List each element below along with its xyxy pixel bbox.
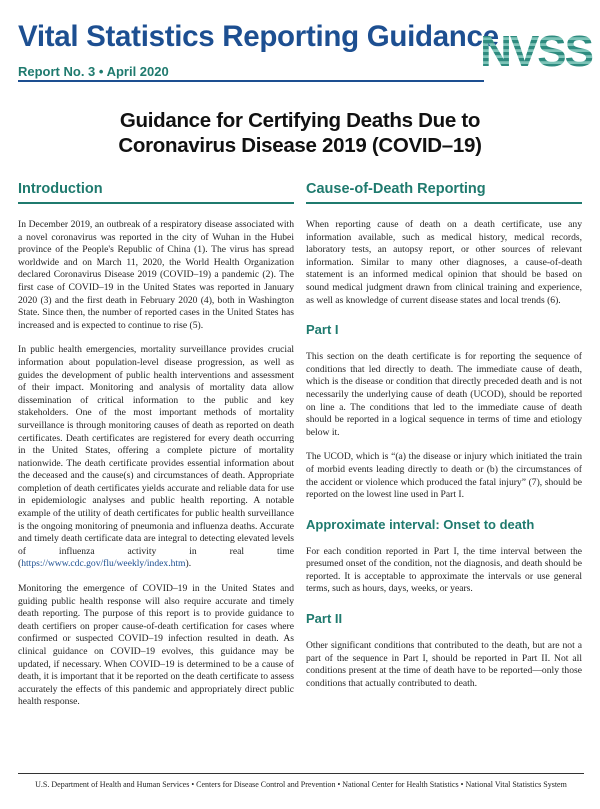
part-1-paragraph-2: The UCOD, which is “(a) the disease or injury which initiated the train of morbid events leading directly to death or (b) the circumstances of the accident or violence which produced the fatal injury” (7), should be reported on the lowest line used in Part I. <box>306 451 582 501</box>
report-title-line-1: Guidance for Certifying Deaths Due to <box>119 109 481 132</box>
right-column <box>306 178 582 690</box>
nvss-logo-text: NVSS <box>480 27 592 76</box>
left-column <box>18 178 294 709</box>
intro-paragraph-2-end: ). <box>185 558 192 570</box>
part-1-heading: Part I <box>306 322 339 338</box>
cause-of-death-heading: Cause-of-Death Reporting <box>306 178 582 204</box>
header-rule <box>18 80 484 82</box>
intro-paragraph-3: Monitoring the emergence of COVID–19 in the United States and guiding public health response will also require accurate and timely death reporting. The purpose of this report is to provide guidance to death certifiers on proper cause-of-death certification for cases where confirmed or suspected COVID–19 infection resulted in death. As clinical guidance on COVID–19 evolves, this guidance may be updated, if necessary. When COVID–19 is determined to be a cause of death, it is important that it be reported on the death certificate to assess accurately the effects of this pandemic and appropriately direct public health response. <box>18 583 294 708</box>
footer-rule <box>18 773 584 774</box>
intro-paragraph-2-text: In public health emergencies, mortality surveillance provides crucial information about population-level disease progression, as well as guides the development of public health interventions and assessment of their impact. Monitoring and analysis of mortality data allow dissemination of critical information to the public and key stakeholders. One of the most important methods of mortality surveillance is through monitoring causes of death as reported on death certificates. Death certificates are registered for every death occurring in the United States, offering a complete picture of mortality nationwide. The death certificate provides essential information about the deceased and the cause(s) and circumstances of death. Appropriate completion of death certificates yields accurate and reliable data for use in epidemiologic analyses and public health reporting. A notable example of the utility of death certificates for public health surveillance is the ongoing monitoring of pneumonia and influenza deaths. Accurate and timely death certificate data are integral to detecting elevated levels of influenza activity in real time ( <box>18 344 294 570</box>
report-title <box>60 108 540 158</box>
report-number-date: Report No. 3 • April 2020 <box>18 64 169 79</box>
part-2-paragraph: Other significant conditions that contributed to the death, but are not a part of the sequence in Part I, should be reported in Part II. Not all conditions present at the time of death have to be reported—only those conditions that actually contributed to death. <box>306 640 582 689</box>
intro-paragraph-2 <box>18 344 294 571</box>
flu-surveillance-link[interactable]: https://www.cdc.gov/flu/weekly/index.htm <box>21 558 186 570</box>
cause-of-death-paragraph: When reporting cause of death on a death certificate, use any information available, such as medical history, medical records, laboratory tests, an autopsy report, or other sources of relevant information. Similar to many other diagnoses, a cause-of-death statement is an informed medical opinion that should be based on sound medical judgment drawn from clinical training and experience, as well as knowledge of current disease states and local trends (6). <box>306 219 582 306</box>
report-title-line-2: Coronavirus Disease 2019 (COVID–19) <box>118 134 482 157</box>
introduction-heading: Introduction <box>18 178 294 204</box>
part-2-heading: Part II <box>306 611 343 627</box>
series-title: Vital Statistics Reporting Guidance <box>18 20 499 53</box>
intro-paragraph-1: In December 2019, an outbreak of a respiratory disease associated with a novel coronavirus was reported in the city of Wuhan in the Hubei province of the People's Republic of China (1). The virus has spread worldwide and on March 11, 2020, the World Health Organization declared Coronavirus Disease 2019 (COVID–19) a pandemic (2). The first case of COVID–19 in the United States was reported in January 2020 (3) and the first death in February 2020 (4), both in Washington State. Since then, the number of reported cases in the United States has increased and is expected to continue to rise (5). <box>18 219 294 331</box>
nvss-logo <box>480 16 592 82</box>
interval-paragraph: For each condition reported in Part I, the time interval between the presumed onset of the condition, not the diagnosis, and death should be reported. It is acceptable to approximate the intervals or use general terms, such as hours, days, weeks, or years. <box>306 545 582 595</box>
agency-footer: U.S. Department of Health and Human Services • Centers for Disease Control and Prevention • National Center for Health Statistics • National Vital Statistics System <box>35 780 567 789</box>
interval-heading: Approximate interval: Onset to death <box>306 516 535 532</box>
part-1-paragraph-1: This section on the death certificate is for reporting the sequence of conditions that led directly to death. The immediate cause of death, which is the disease or condition that directly preceded death and is not necessarily the underlying cause of death (UCOD), should be reported on line a. The conditions that led to the immediate cause of death should be reported in a logical sequence in terms of time and etiology below it. <box>306 351 582 438</box>
